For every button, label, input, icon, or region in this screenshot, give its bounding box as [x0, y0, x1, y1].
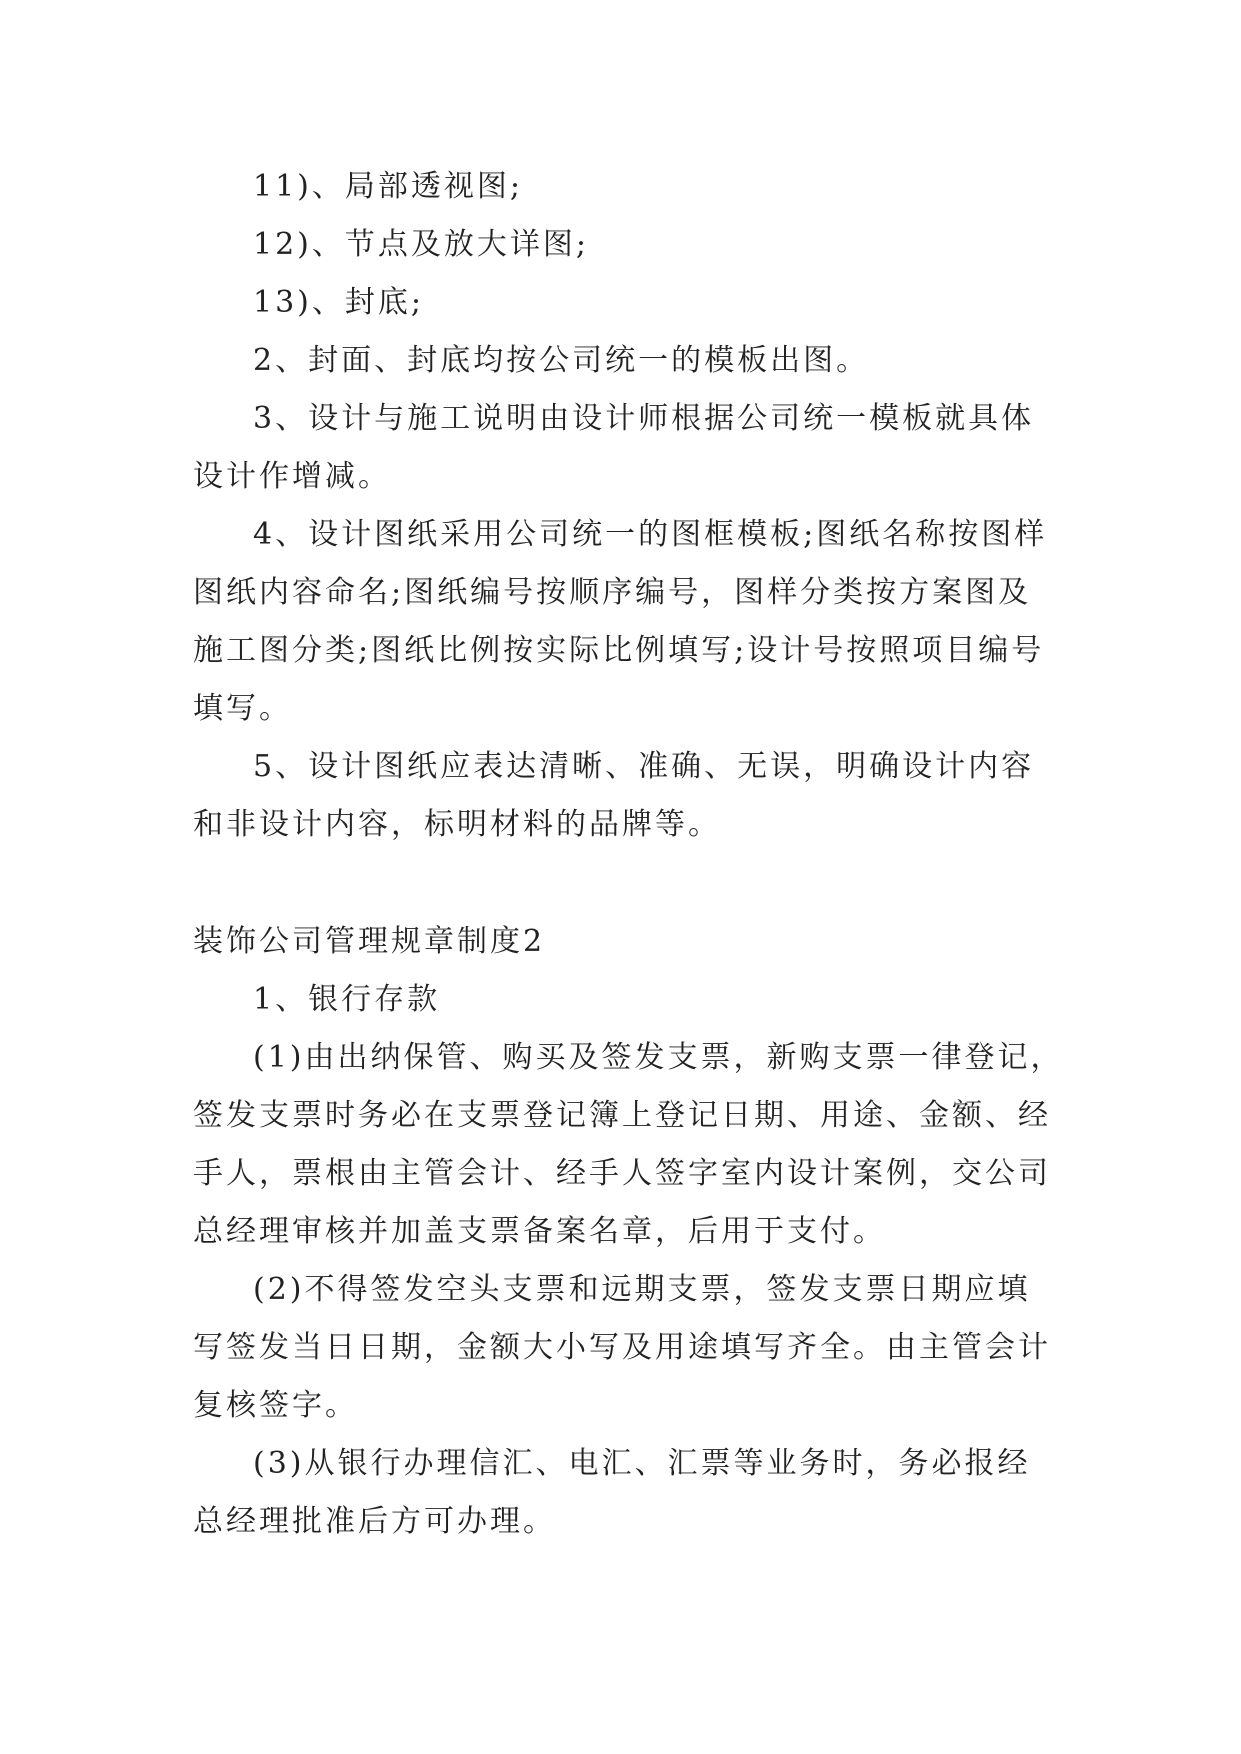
section-2	[193, 913, 1063, 1551]
paragraph-4-line-3: 施工图分类;图纸比例按实际比例填写;设计号按照项目编号	[193, 633, 1045, 668]
clause-3-line-2: 总经理批准后方可办理。	[193, 1504, 556, 1539]
list-item-11: 11)、局部透视图;	[253, 169, 523, 204]
paragraph-5-line-2: 和非设计内容，标明材料的品牌等。	[193, 807, 721, 842]
paragraph-4-line-4: 填写。	[193, 691, 292, 726]
subsection-bank-deposit: 1、银行存款	[253, 982, 441, 1017]
paragraph-5-line-1: 5、设计图纸应表达清晰、准确、无误，明确设计内容	[253, 749, 1035, 784]
paragraph-2: 2、封面、封底均按公司统一的模板出图。	[253, 343, 870, 378]
clause-1-line-4: 总经理审核并加盖支票备案名章，后用于支付。	[193, 1214, 886, 1249]
clause-2-line-2: 写签发当日日期，金额大小写及用途填写齐全。由主管会计	[193, 1330, 1051, 1365]
paragraph-3-line-1: 3、设计与施工说明由设计师根据公司统一模板就具体	[253, 401, 1035, 436]
section-1-body	[193, 158, 1063, 854]
clause-2-line-1: (2)不得签发空头支票和远期支票，签发支票日期应填	[253, 1272, 1031, 1307]
clause-3-line-1: (3)从银行办理信汇、电汇、汇票等业务时，务必报经	[253, 1446, 1031, 1481]
list-item-12: 12)、节点及放大详图;	[253, 227, 589, 262]
clause-1-line-3: 手人，票根由主管会计、经手人签字室内设计案例，交公司	[193, 1156, 1051, 1191]
paragraph-4-line-2: 图纸内容命名;图纸编号按顺序编号，图样分类按方案图及	[193, 575, 1032, 610]
clause-1-line-2: 签发支票时务必在支票登记簿上登记日期、用途、金额、经	[193, 1098, 1051, 1133]
paragraph-4-line-1: 4、设计图纸采用公司统一的图框模板;图纸名称按图样	[253, 517, 1048, 552]
clause-1-line-1: (1)由出纳保管、购买及签发支票，新购支票一律登记，	[253, 1040, 1064, 1075]
clause-2-line-3: 复核签字。	[193, 1388, 358, 1423]
section-2-title: 装饰公司管理规章制度2	[193, 924, 546, 959]
paragraph-3-line-2: 设计作增减。	[193, 459, 391, 494]
list-item-13: 13)、封底;	[253, 285, 424, 320]
